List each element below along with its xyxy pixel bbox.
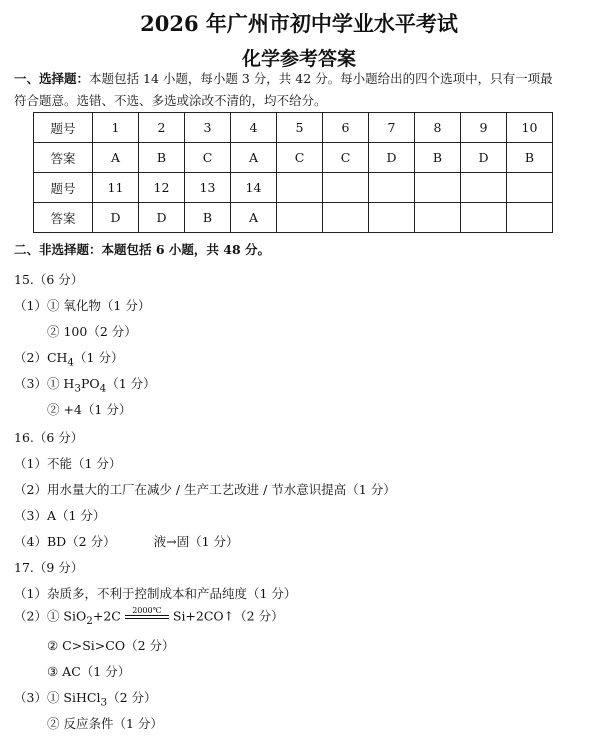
table-cell: 6 bbox=[323, 113, 369, 143]
table-cell: D bbox=[93, 203, 139, 233]
table-row-label: 答案 bbox=[34, 203, 93, 233]
section2-heading: 二、非选择题：本题包括 6 小题，共 48 分。 bbox=[14, 242, 271, 257]
table-cell: 1 bbox=[93, 113, 139, 143]
table-cell: 10 bbox=[507, 113, 553, 143]
table-cell bbox=[415, 173, 461, 203]
table-cell: 13 bbox=[185, 173, 231, 203]
table-cell: D bbox=[369, 143, 415, 173]
table-cell: 2 bbox=[139, 113, 185, 143]
section1-text-line2: 符合题意。选错、不选、多选或涂改不清的，均不给分。 bbox=[14, 93, 327, 108]
q15-answer-2: $(2)CH_4(1$ 分） bbox=[14, 350, 124, 369]
q17-answer-3-1: （3）① SiHCl$_3$（2 分） bbox=[14, 690, 157, 709]
table-cell bbox=[277, 173, 323, 203]
table-cell bbox=[507, 173, 553, 203]
answer-table bbox=[33, 112, 553, 233]
q15-answer-3-1: （3）① $H_3PO_4(1$ 分） bbox=[14, 376, 156, 395]
table-cell bbox=[369, 173, 415, 203]
table-cell: 14 bbox=[231, 173, 277, 203]
table-cell: D bbox=[461, 143, 507, 173]
q15-heading: 15.（6 分） bbox=[14, 272, 84, 287]
section1-heading: 一、选择题： bbox=[14, 71, 90, 86]
section1-text-line1: 本题包括 14 小题，每小题 3 分，共 42 分。每小题给出的四个选项中，只有一项最 bbox=[89, 71, 553, 86]
table-cell: B bbox=[139, 143, 185, 173]
page-subtitle: 化学参考答案 bbox=[241, 48, 356, 70]
table-cell bbox=[415, 203, 461, 233]
table-cell bbox=[323, 173, 369, 203]
table-cell bbox=[461, 173, 507, 203]
table-cell bbox=[277, 203, 323, 233]
section1-instructions bbox=[14, 68, 586, 112]
table-cell: 12 bbox=[139, 173, 185, 203]
table-row-label: 答案 bbox=[34, 143, 93, 173]
table-cell: B bbox=[185, 203, 231, 233]
q17-answer-2-3: ③ AC（1 分） bbox=[47, 664, 131, 679]
table-row bbox=[34, 113, 553, 143]
table-cell: 3 bbox=[185, 113, 231, 143]
q15-answer-3-2: ② +4（1 分） bbox=[47, 402, 132, 417]
q17-answer-2-1: （2）① SiO$_2$+2C 2000℃ Si+2CO↑（2 分） bbox=[14, 606, 284, 627]
q16-answer-4: （4）BD（2 分） 液→固（1 分） bbox=[14, 534, 239, 549]
table-cell: C bbox=[185, 143, 231, 173]
q17-answer-3-2: ② 反应条件（1 分） bbox=[47, 716, 163, 731]
table-cell: B bbox=[507, 143, 553, 173]
table-cell: C bbox=[323, 143, 369, 173]
q16-answer-2: （2）用水量大的工厂在减少 / 生产工艺改进 / 节水意识提高（1 分） bbox=[14, 482, 396, 497]
q15-answer-1-2: ② 100（2 分） bbox=[47, 324, 137, 339]
table-cell: C bbox=[277, 143, 323, 173]
table-row-label: 题号 bbox=[34, 113, 93, 143]
table-row bbox=[34, 143, 553, 173]
q16-heading: 16.（6 分） bbox=[14, 430, 84, 445]
q17-answer-1: （1）杂质多，不利于控制成本和产品纯度（1 分） bbox=[14, 586, 297, 601]
table-cell: B bbox=[415, 143, 461, 173]
table-row-label: 题号 bbox=[34, 173, 93, 203]
q16-answer-1: （1）不能（1 分） bbox=[14, 456, 122, 471]
table-cell: A bbox=[93, 143, 139, 173]
page-title: 2026 年广州市初中学业水平考试 bbox=[140, 11, 458, 36]
table-cell: 8 bbox=[415, 113, 461, 143]
table-cell: A bbox=[231, 143, 277, 173]
q17-heading: 17.（9 分） bbox=[14, 560, 84, 575]
table-row bbox=[34, 173, 553, 203]
q15-answer-1-1: （1）① 氧化物（1 分） bbox=[14, 298, 151, 313]
table-cell: 7 bbox=[369, 113, 415, 143]
q16-answer-3: （3）A（1 分） bbox=[14, 508, 106, 523]
table-row bbox=[34, 203, 553, 233]
table-cell: A bbox=[231, 203, 277, 233]
table-cell bbox=[461, 203, 507, 233]
q17-answer-2-2: ② C>Si>CO（2 分） bbox=[47, 638, 175, 653]
table-cell bbox=[323, 203, 369, 233]
reaction-condition: 2000℃ bbox=[125, 606, 169, 628]
table-cell bbox=[507, 203, 553, 233]
table-cell: 9 bbox=[461, 113, 507, 143]
table-cell: 11 bbox=[93, 173, 139, 203]
table-cell: 5 bbox=[277, 113, 323, 143]
table-cell: 4 bbox=[231, 113, 277, 143]
table-cell bbox=[369, 203, 415, 233]
table-cell: D bbox=[139, 203, 185, 233]
